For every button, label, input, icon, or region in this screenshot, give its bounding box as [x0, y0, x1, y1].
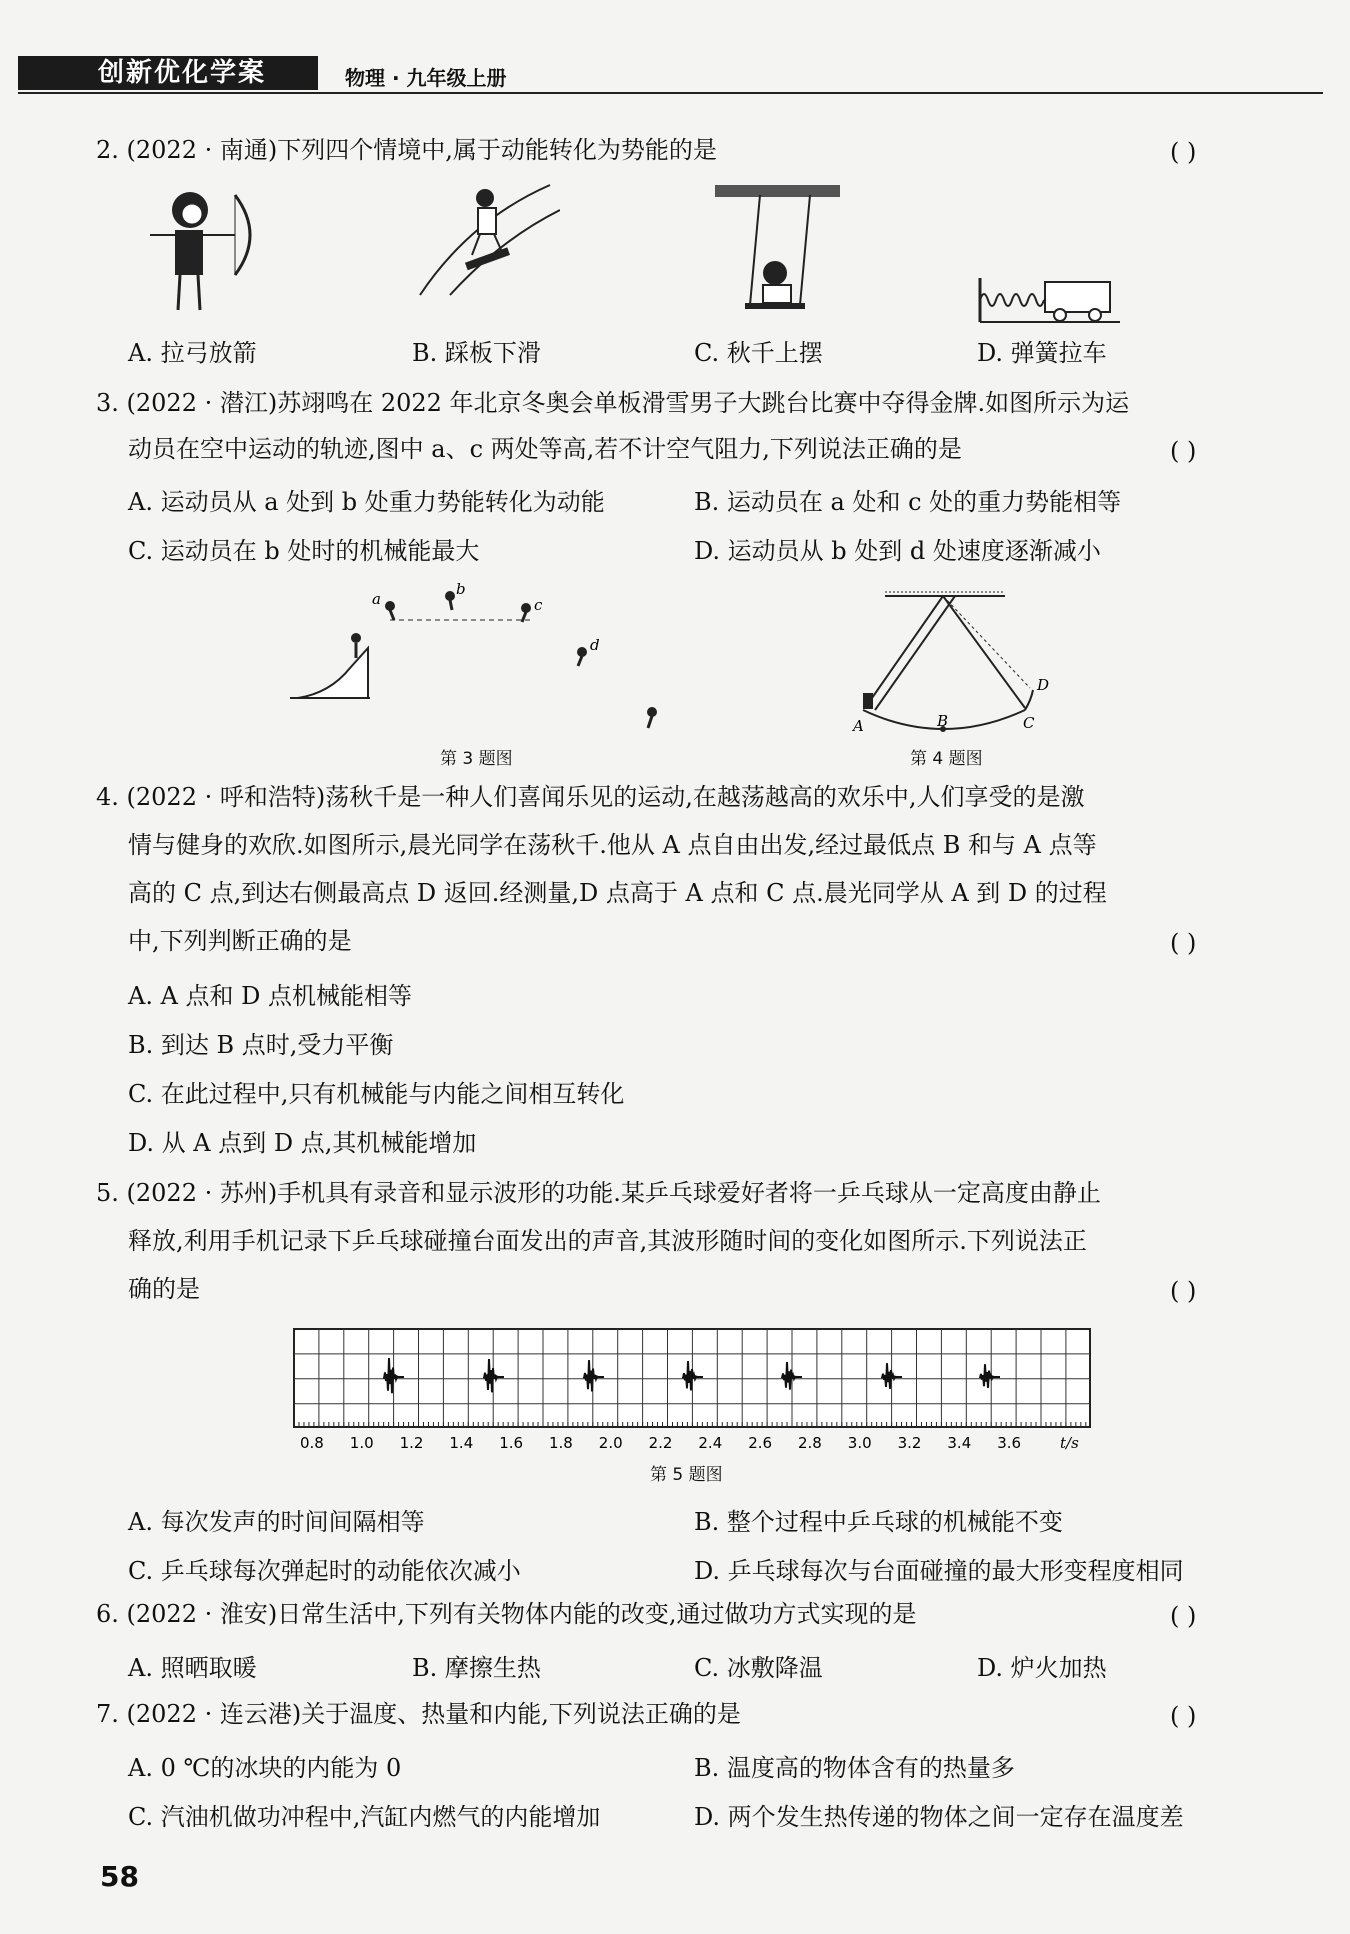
q5-stem-line3: 确的是	[128, 1275, 200, 1303]
brand-banner: 创新优化学案	[18, 56, 318, 90]
label-A: A	[853, 717, 864, 735]
q4-stem-line4: 中,下列判断正确的是	[128, 927, 352, 955]
skier-a	[385, 601, 395, 620]
skier-d	[577, 647, 587, 666]
label-D: D	[1037, 676, 1050, 694]
label-c: c	[534, 596, 543, 614]
tick-label: 1.8	[549, 1434, 573, 1451]
q5-option-a[interactable]: A. 每次发声的时间间隔相等	[128, 1508, 425, 1536]
q3-option-d[interactable]: D. 运动员从 b 处到 d 处速度逐渐减小	[694, 537, 1101, 565]
q3-option-a[interactable]: A. 运动员从 a 处到 b 处重力势能转化为动能	[128, 488, 605, 516]
q2-stem: 2. (2022 · 南通)下列四个情境中,属于动能转化为势能的是	[96, 136, 717, 164]
figure-3-caption: 第 3 题图	[440, 749, 513, 769]
label-d: d	[590, 636, 600, 654]
q7-option-c[interactable]: C. 汽油机做功冲程中,汽缸内燃气的内能增加	[128, 1803, 601, 1831]
q6-option-c[interactable]: C. 冰敷降温	[694, 1654, 823, 1682]
q6-option-a[interactable]: A. 照晒取暖	[128, 1654, 257, 1682]
q5-option-d[interactable]: D. 乒乓球每次与台面碰撞的最大形变程度相同	[694, 1557, 1184, 1585]
tick-label: 2.0	[598, 1434, 623, 1451]
q5-stem-line2: 释放,利用手机记录下乒乓球碰撞台面发出的声音,其波形随时间的变化如图所示.下列说法正	[128, 1227, 1087, 1255]
q6-stem: 6. (2022 · 淮安)日常生活中,下列有关物体内能的改变,通过做功方式实现的是	[96, 1600, 917, 1628]
label-C: C	[1023, 714, 1035, 732]
label-B: B	[937, 712, 949, 730]
spring-cart-picture	[975, 270, 1125, 330]
tick-label: 2.8	[798, 1434, 822, 1451]
figure-5-waveform	[290, 1327, 1100, 1451]
q7-answer-paren[interactable]: ( )	[1170, 1702, 1197, 1730]
archer-picture	[140, 180, 260, 320]
skier-b	[445, 591, 455, 610]
q3-option-b[interactable]: B. 运动员在 a 处和 c 处的重力势能相等	[694, 488, 1122, 516]
q6-answer-paren[interactable]: ( )	[1170, 1602, 1197, 1630]
figure-4-swing	[845, 588, 1055, 738]
q7-stem: 7. (2022 · 连云港)关于温度、热量和内能,下列说法正确的是	[96, 1700, 741, 1728]
q6-option-d[interactable]: D. 炉火加热	[977, 1654, 1107, 1682]
waveform-tick-labels	[300, 1434, 1021, 1451]
q4-option-d[interactable]: D. 从 A 点到 D 点,其机械能增加	[128, 1129, 477, 1157]
figure-5-caption: 第 5 题图	[650, 1465, 723, 1485]
q4-stem-line3: 高的 C 点,到达右侧最高点 D 返回.经测量,D 点高于 A 点和 C 点.晨光同学从 A 到 D 的过程	[128, 879, 1107, 907]
label-b: b	[456, 580, 466, 598]
time-axis-label: t/s	[1060, 1434, 1079, 1451]
label-a: a	[372, 590, 381, 608]
q2-answer-paren[interactable]: ( )	[1170, 138, 1197, 166]
header-rule	[18, 92, 1323, 94]
q6-option-b[interactable]: B. 摩擦生热	[412, 1654, 541, 1682]
q2-option-a[interactable]: A. 拉弓放箭	[128, 339, 257, 367]
q3-stem-line1: 3. (2022 · 潜江)苏翊鸣在 2022 年北京冬奥会单板滑雪男子大跳台比赛中夺得金牌.如图所示为运	[96, 389, 1130, 417]
figure-4-caption: 第 4 题图	[910, 749, 983, 769]
q4-answer-paren[interactable]: ( )	[1170, 929, 1197, 957]
skier-c	[521, 603, 531, 622]
subject-title: 物理 · 九年级上册	[345, 66, 507, 90]
q4-stem-line1: 4. (2022 · 呼和浩特)荡秋千是一种人们喜闻乐见的运动,在越荡越高的欢乐中,人们享受的是激	[96, 783, 1085, 811]
figure-3-trajectory	[290, 578, 690, 748]
q5-stem-line1: 5. (2022 · 苏州)手机具有录音和显示波形的功能.某乒乓球爱好者将一乒乓球从一定高度由静止	[96, 1179, 1101, 1207]
q5-option-c[interactable]: C. 乒乓球每次弹起时的动能依次减小	[128, 1557, 521, 1585]
tick-label: 3.0	[847, 1434, 872, 1451]
q4-option-a[interactable]: A. A 点和 D 点机械能相等	[128, 982, 413, 1010]
tick-label: 2.6	[748, 1434, 773, 1451]
q2-option-b[interactable]: B. 踩板下滑	[412, 339, 541, 367]
skier-e	[647, 707, 657, 728]
q4-option-c[interactable]: C. 在此过程中,只有机械能与内能之间相互转化	[128, 1080, 625, 1108]
tick-label: 1.6	[499, 1434, 524, 1451]
tick-label: 1.2	[399, 1434, 424, 1451]
tick-label: 2.2	[648, 1434, 673, 1451]
q3-stem-line2: 动员在空中运动的轨迹,图中 a、c 两处等高,若不计空气阻力,下列说法正确的是	[128, 435, 962, 463]
q7-option-a[interactable]: A. 0 ℃的冰块的内能为 0	[128, 1754, 402, 1782]
q2-option-c[interactable]: C. 秋千上摆	[694, 339, 823, 367]
tick-label: 0.8	[300, 1434, 324, 1451]
q2-option-d[interactable]: D. 弹簧拉车	[977, 339, 1107, 367]
tick-label: 2.4	[698, 1434, 723, 1451]
q7-option-d[interactable]: D. 两个发生热传递的物体之间一定存在温度差	[694, 1803, 1184, 1831]
q4-stem-line2: 情与健身的欢欣.如图所示,晨光同学在荡秋千.他从 A 点自由出发,经过最低点 B 和与 A 点等	[128, 831, 1097, 859]
q5-option-b[interactable]: B. 整个过程中乒乓球的机械能不变	[694, 1508, 1063, 1536]
tick-label: 3.2	[897, 1434, 922, 1451]
swing-picture	[715, 185, 840, 325]
q4-option-b[interactable]: B. 到达 B 点时,受力平衡	[128, 1031, 394, 1059]
tick-label: 1.4	[449, 1434, 474, 1451]
tick-label: 1.0	[349, 1434, 374, 1451]
page-number: 58	[100, 1860, 139, 1893]
q5-answer-paren[interactable]: ( )	[1170, 1277, 1197, 1305]
skateboarder-picture	[410, 180, 560, 300]
tick-label: 3.6	[997, 1434, 1022, 1451]
q7-option-b[interactable]: B. 温度高的物体含有的热量多	[694, 1754, 1015, 1782]
tick-label: 3.4	[947, 1434, 972, 1451]
q3-option-c[interactable]: C. 运动员在 b 处时的机械能最大	[128, 537, 480, 565]
q3-answer-paren[interactable]: ( )	[1170, 437, 1197, 465]
